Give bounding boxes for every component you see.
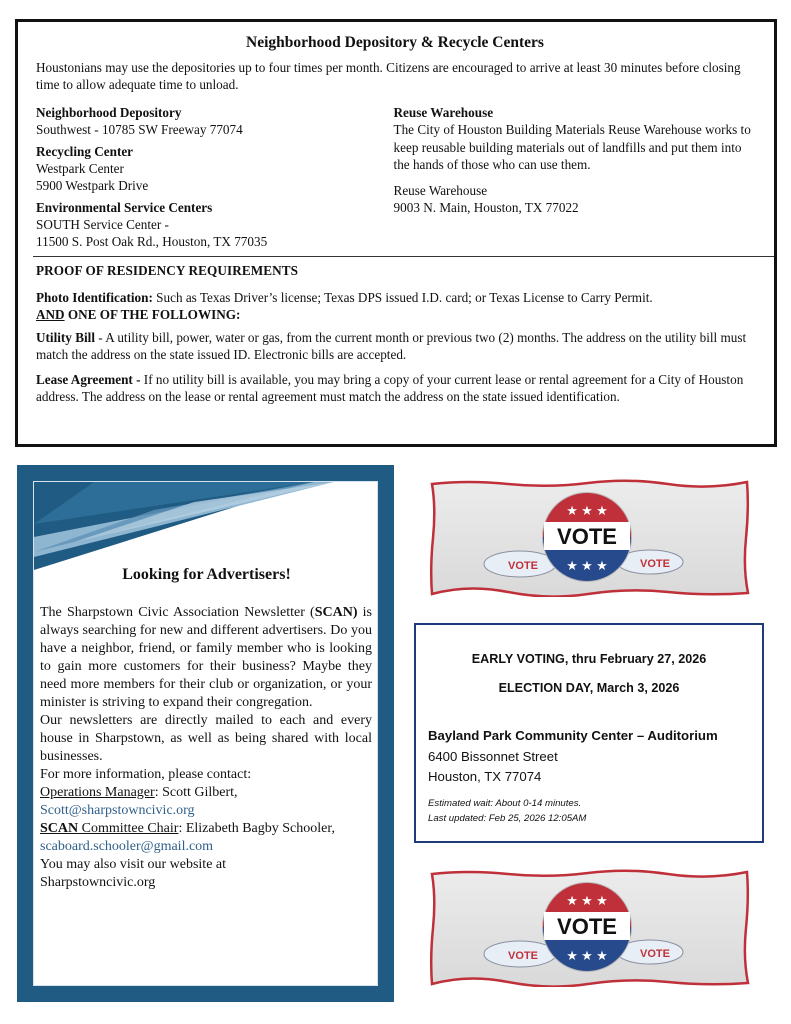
reuse-warehouse-heading: Reuse Warehouse [393,105,494,120]
early-voting-line: EARLY VOTING, thru February 27, 2026 [471,652,707,666]
svg-text:VOTE: VOTE [557,524,617,549]
reuse-warehouse-description: The City of Houston Building Materials Reuse Warehouse works to keep reusable building materials out of landfills and put them into the hands of those who can use them. [393,122,751,172]
environmental-centers-heading: Environmental Service Centers [36,199,213,215]
section-divider [33,256,774,257]
svg-text:VOTE: VOTE [640,948,670,960]
operations-manager-name: : Scott Gilbert, [154,785,238,800]
reuse-warehouse-name: Reuse Warehouse [393,182,488,198]
voting-info-box [414,623,764,843]
scan-chair-name: : Elizabeth Bagby Schooler, [178,821,335,836]
scan-bold: SCAN) [314,605,358,620]
recycling-center-address: 5900 Westpark Drive [36,178,149,193]
operations-manager-line [40,784,372,802]
depository-info-box [15,19,777,447]
svg-text:★ ★ ★: ★ ★ ★ [566,503,608,518]
vote-badge-graphic [428,868,751,987]
svg-text:VOTE: VOTE [508,560,538,572]
residency-heading: PROOF OF RESIDENCY REQUIREMENTS [36,262,299,278]
last-updated: Last updated: Feb 25, 2026 12:05AM [428,813,587,824]
environmental-center-address: 11500 S. Post Oak Rd., Houston, TX 77035 [36,234,268,249]
reuse-warehouse-address: 9003 N. Main, Houston, TX 77022 [393,200,579,215]
and-word: AND [36,306,65,322]
estimated-wait: Estimated wait: About 0-14 minutes. [428,798,582,809]
location-name: Bayland Park Community Center – Auditorium [428,728,718,743]
location-city: Houston, TX 77074 [428,769,542,784]
svg-text:VOTE: VOTE [557,914,617,939]
contact-intro: For more information, please contact: [40,767,252,782]
neighborhood-depository-heading: Neighborhood Depository [36,105,182,120]
svg-text:★ ★ ★: ★ ★ ★ [566,893,608,908]
neighborhood-depository-address: Southwest - 10785 SW Freeway 77074 [36,122,243,137]
depository-columns [36,104,754,251]
recycling-center-name: Westpark Center [36,160,124,176]
photo-id-text: Such as Texas Driver’s license; Texas DPS issued I.D. card; or Texas License to Carry Permit. [152,289,653,305]
svg-text:VOTE: VOTE [640,558,670,570]
polling-location [428,726,718,788]
right-column [394,104,754,251]
scan-chair-label-bold: SCAN [40,821,79,836]
environmental-center-name: SOUTH Service Center - [36,216,169,232]
advertisers-title: Looking for Advertisers! [122,566,291,583]
location-street: 6400 Bissonnet Street [428,748,558,764]
wait-time-note [428,796,586,826]
advertisers-body [40,604,372,892]
depository-title: Neighborhood Depository & Recycle Centers [246,34,544,51]
vote-badge-image-top [428,478,751,597]
and-one-of-following [36,306,754,323]
vote-badge-graphic [428,478,751,597]
advertisers-card [33,481,378,986]
left-column [36,104,394,251]
utility-bill-text: - A utility bill, power, water or gas, from the current month or previous two (2) months. The address on the utility bill must match the address on the state issued ID. Electronic bills are accepted. [36,329,747,362]
advertisers-intro-paragraph [40,604,372,712]
and-rest: ONE OF THE FOLLOWING: [64,306,241,322]
svg-text:VOTE: VOTE [508,950,538,962]
operations-manager-email[interactable]: Scott@sharpstowncivic.org [40,803,195,818]
mailing-paragraph: Our newsletters are directly mailed to each and every house in Sharpstown, as well as being shared with local businesses. [40,713,372,764]
vote-badge-image-bottom [428,868,751,987]
election-day-line: ELECTION DAY, March 3, 2026 [498,681,680,695]
recycling-center-heading: Recycling Center [36,143,134,159]
scan-chair-email[interactable]: scaboard.schooler@gmail.com [40,839,214,854]
photo-id-label: Photo Identification: [36,289,153,305]
lease-agreement-text: If no utility bill is available, you may bring a copy of your current lease or rental agreement for a City of Houston address. The address on the lease or rental agreement must match the address on the state issued identification. [36,371,744,404]
svg-text:★ ★ ★: ★ ★ ★ [566,558,608,573]
intro-text-b: is always searching for new and different advertisers. Do you have a neighbor, friend, or family member who is looking to gain more customers for their business? Maybe they need more members for their club or organization, or your minister is striving to expand their congregation. [40,605,372,710]
scan-chair-line [40,820,372,838]
svg-text:★ ★ ★: ★ ★ ★ [566,948,608,963]
website-line: You may also visit our website at [40,857,227,872]
depository-intro: Houstonians may use the depositories up to four times per month. Citizens are encouraged to arrive at least 30 minutes before closing time to allow adequate time to unload. [36,60,741,92]
utility-bill-label: Utility Bill [36,329,95,345]
lease-agreement-paragraph [36,371,754,405]
operations-manager-label: Operations Manager [40,785,155,800]
decorative-banner [34,482,378,572]
advertisers-panel [17,465,394,1002]
lease-agreement-label: Lease Agreement - [36,371,141,387]
scan-chair-label: Committee Chair [78,821,179,836]
photo-id-paragraph [36,289,754,306]
website-link[interactable]: Sharpstowncivic.org [40,875,156,890]
utility-bill-paragraph [36,329,754,363]
intro-text-a: The Sharpstown Civic Association Newsletter ( [40,605,315,620]
